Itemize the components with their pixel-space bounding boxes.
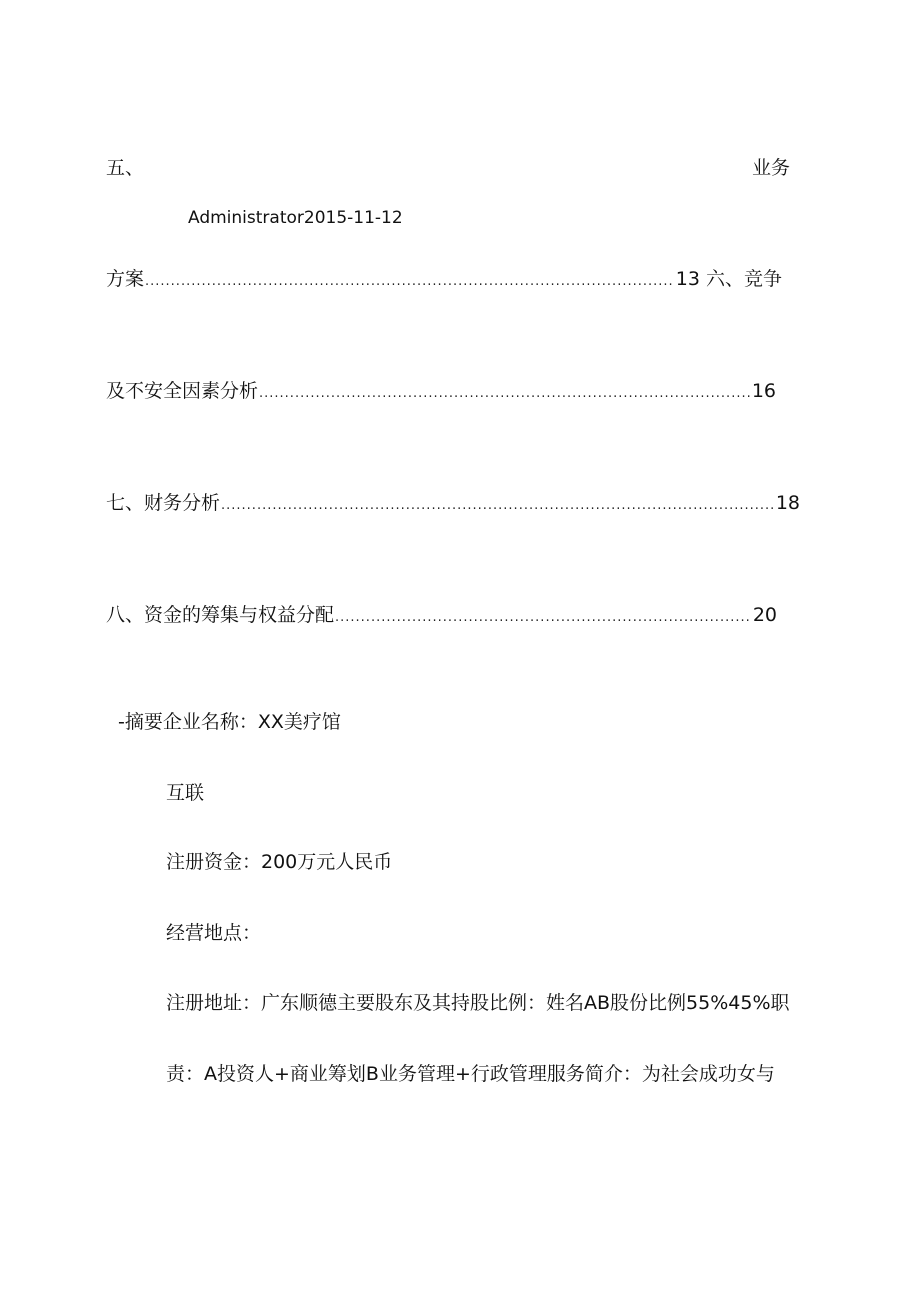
toc-entry-label: 及不安全因素分析 [106,380,259,402]
summary-line: 互联 [166,782,205,804]
summary-line: 经营地点： [166,922,262,944]
toc-entry[interactable] [106,491,800,518]
toc-entry-continuation: 六、竞争 [705,268,782,290]
toc-entry[interactable] [106,603,777,630]
toc-entry-page: 16 [751,380,776,402]
section-five-prefix: 五、 [106,157,145,179]
summary-intro: -摘要企业名称：XX美疗馆 [118,711,341,733]
section-five-suffix: 业务 [752,157,791,179]
toc-entry-page: 18 [775,492,800,514]
toc-dot-leader [221,494,775,518]
summary-line: 责：A投资人+商业筹划B业务管理+行政管理服务简介：为社会成功女与 [166,1063,775,1085]
toc-entry-label: 七、财务分析 [106,492,221,514]
toc-entry-page: 20 [752,604,777,626]
summary-line: 注册地址：广东顺德主要股东及其持股比例：姓名AB股份比例55%45%职 [166,992,790,1014]
toc-entry-label: 方案 [106,268,145,290]
toc-entry[interactable] [106,379,776,406]
toc-dot-leader [259,382,751,406]
toc-entry[interactable] [106,267,782,294]
toc-dot-leader [335,606,752,630]
comment-annotation: Administrator2015-11-12 [188,208,403,228]
summary-line: 注册资金：200万元人民币 [166,851,393,873]
toc-entry-label: 八、资金的筹集与权益分配 [106,604,335,626]
toc-entry-page: 13 [675,268,700,290]
toc-dot-leader [145,270,675,294]
